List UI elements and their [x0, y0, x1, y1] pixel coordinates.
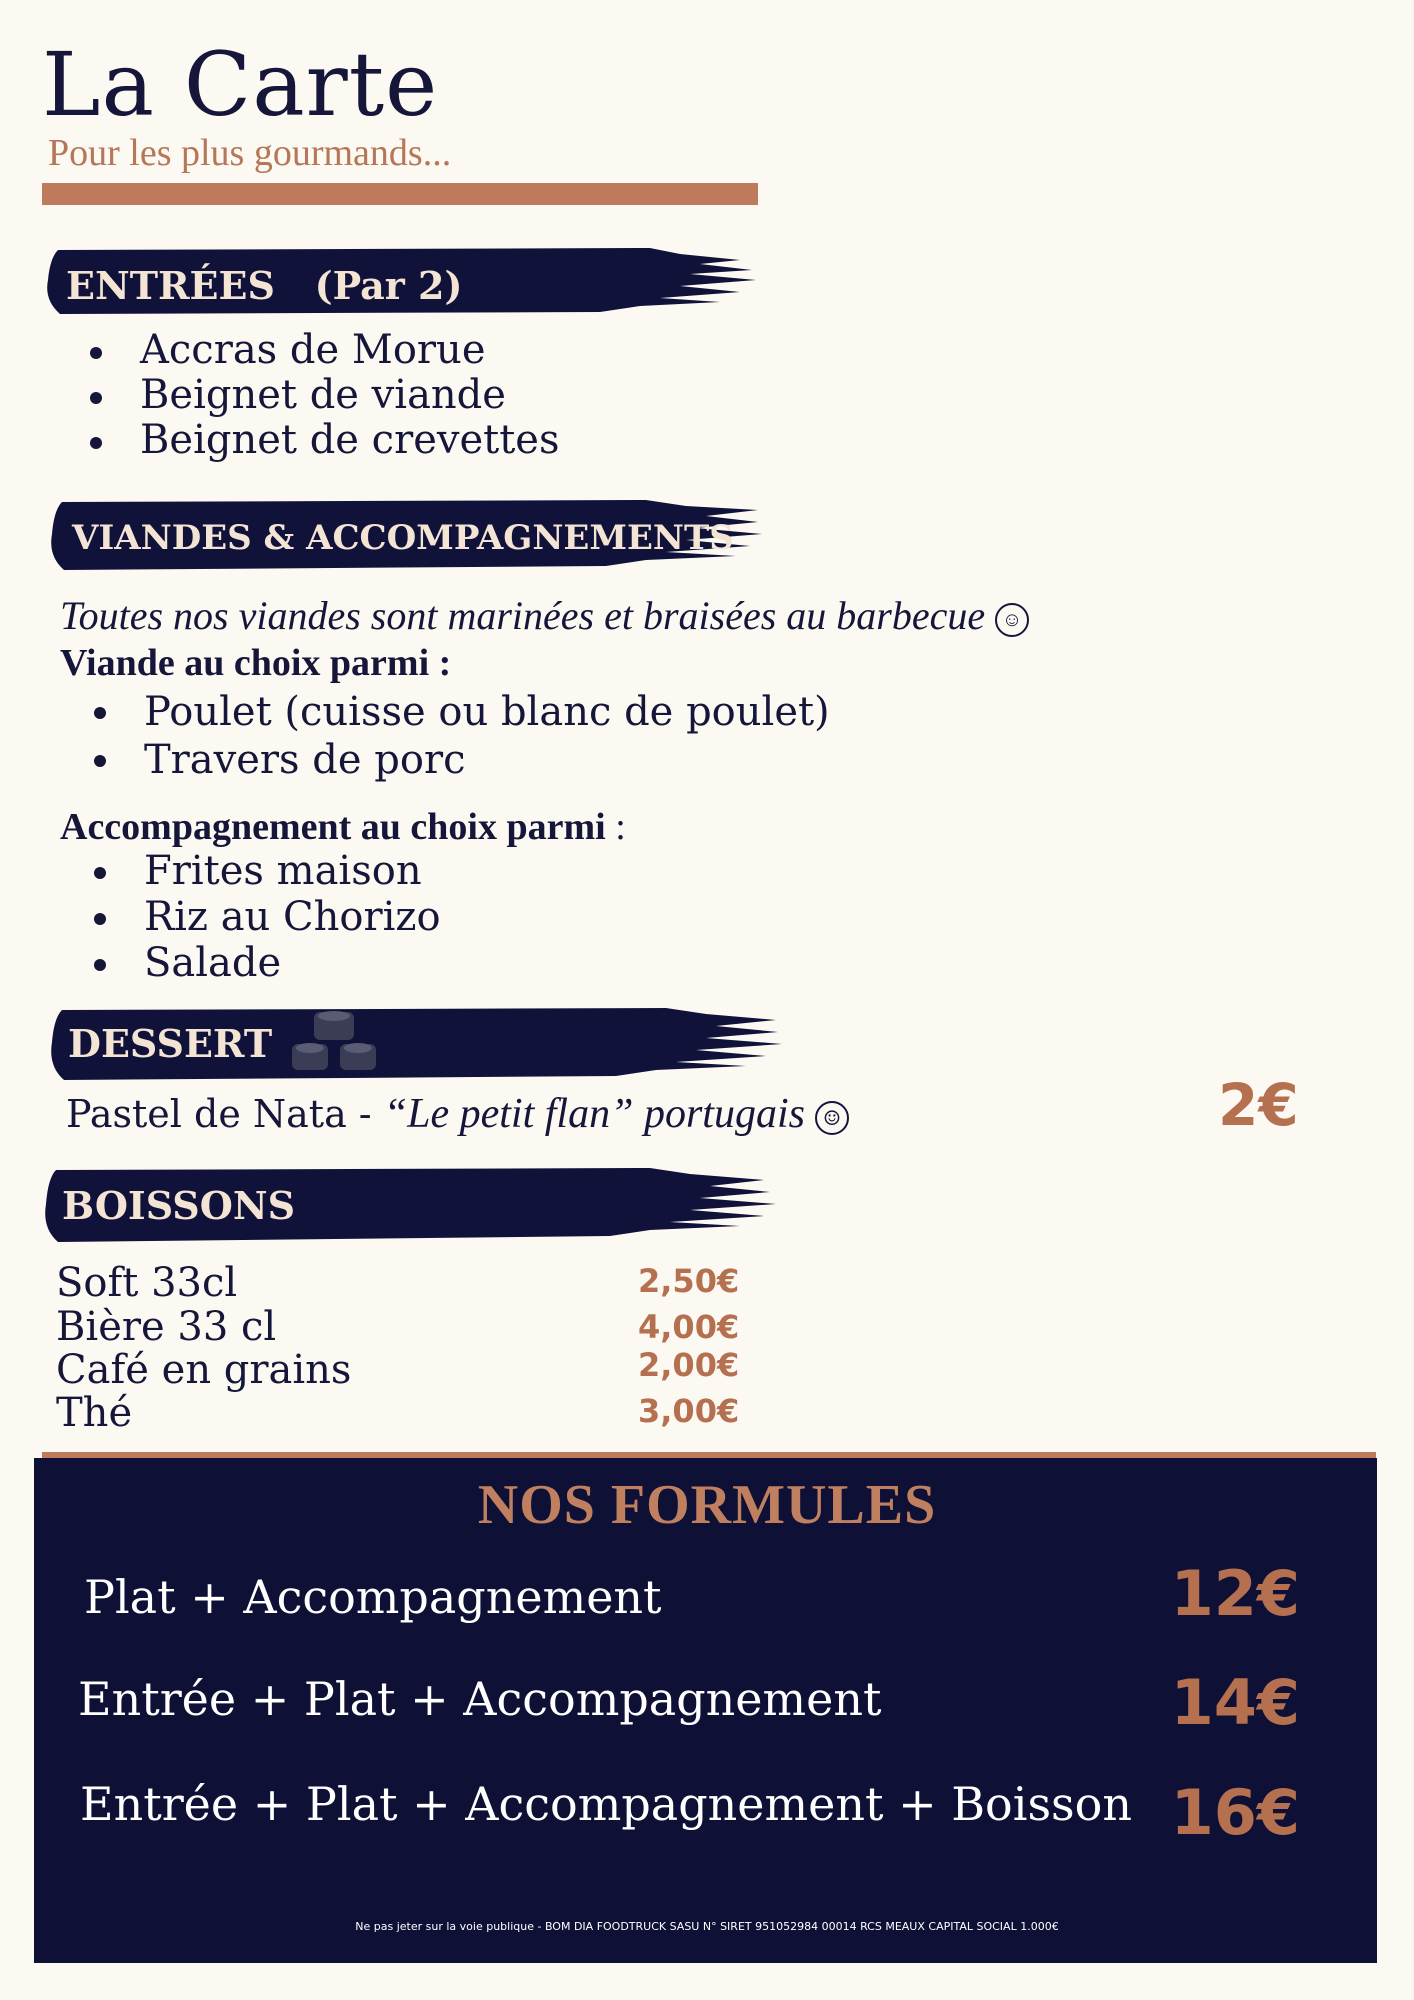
list-item: Beignet de crevettes: [90, 418, 560, 463]
viande-choice-heading: Viande au choix parmi :: [60, 642, 452, 684]
list-item: Beignet de viande: [90, 373, 560, 418]
page-title: La Carte: [42, 33, 439, 136]
viande-list: [94, 688, 830, 784]
smile-icon: ☺: [815, 1101, 849, 1135]
formule-label: Entrée + Plat + Accompagnement + Boisson: [80, 1777, 1132, 1831]
legal-footer: Ne pas jeter sur la voie publique - BOM DIA FOODTRUCK SASU N° SIRET 951052984 00014 RCS MEAUX CAPITAL SOCIAL 1.000€: [355, 1920, 1059, 1933]
list-item: Travers de porc: [94, 736, 830, 784]
drink-name: Bière 33 cl: [56, 1304, 277, 1350]
list-item: Salade: [94, 940, 441, 986]
drink-name: Café en grains: [56, 1347, 352, 1393]
drink-price: 4,00€: [638, 1308, 740, 1346]
boissons-heading-band: [40, 1158, 780, 1250]
drink-price: 2,50€: [638, 1262, 740, 1300]
list-item: Poulet (cuisse ou blanc de poulet): [94, 688, 830, 736]
formule-label: Entrée + Plat + Accompagnement: [78, 1672, 882, 1726]
drink-price: 3,00€: [638, 1392, 740, 1430]
smile-icon: ☺: [995, 603, 1029, 637]
entrees-heading: ENTRÉES (Par 2): [66, 263, 463, 308]
entrees-list: [90, 328, 560, 463]
drink-price: 2,00€: [638, 1346, 740, 1384]
page-subtitle: Pour les plus gourmands...: [48, 132, 452, 174]
dessert-price: 2€: [1218, 1071, 1299, 1139]
accomp-choice-heading: Accompagnement au choix parmi :: [60, 806, 626, 848]
formules-heading: NOS FORMULES: [477, 1474, 937, 1536]
accomp-list: [94, 848, 441, 986]
viandes-note: Toutes nos viandes sont marinées et braisées au barbecue ☺: [60, 592, 1029, 640]
viandes-heading-band: [46, 490, 766, 580]
entrees-heading-band: [40, 240, 760, 330]
list-item: Accras de Morue: [90, 328, 560, 373]
boissons-heading: BOISSONS: [62, 1183, 296, 1228]
viandes-heading: VIANDES & ACCOMPAGNEMENTS: [72, 518, 734, 558]
dessert-heading: DESSERT: [68, 1021, 273, 1066]
dessert-heading-band: [46, 998, 786, 1090]
drink-name: Soft 33cl: [56, 1260, 238, 1306]
dessert-item: Pastel de Nata - “Le petit flan” portugais ☺: [66, 1090, 849, 1138]
header-divider: [42, 183, 758, 205]
list-item: Riz au Chorizo: [94, 894, 441, 940]
formule-price: 16€: [1170, 1776, 1300, 1849]
formule-label: Plat + Accompagnement: [84, 1570, 662, 1624]
pastry-icon: [286, 1004, 386, 1084]
list-item: Frites maison: [94, 848, 441, 894]
formule-price: 14€: [1170, 1666, 1300, 1739]
formule-price: 12€: [1170, 1557, 1300, 1630]
drink-name: Thé: [56, 1390, 133, 1436]
